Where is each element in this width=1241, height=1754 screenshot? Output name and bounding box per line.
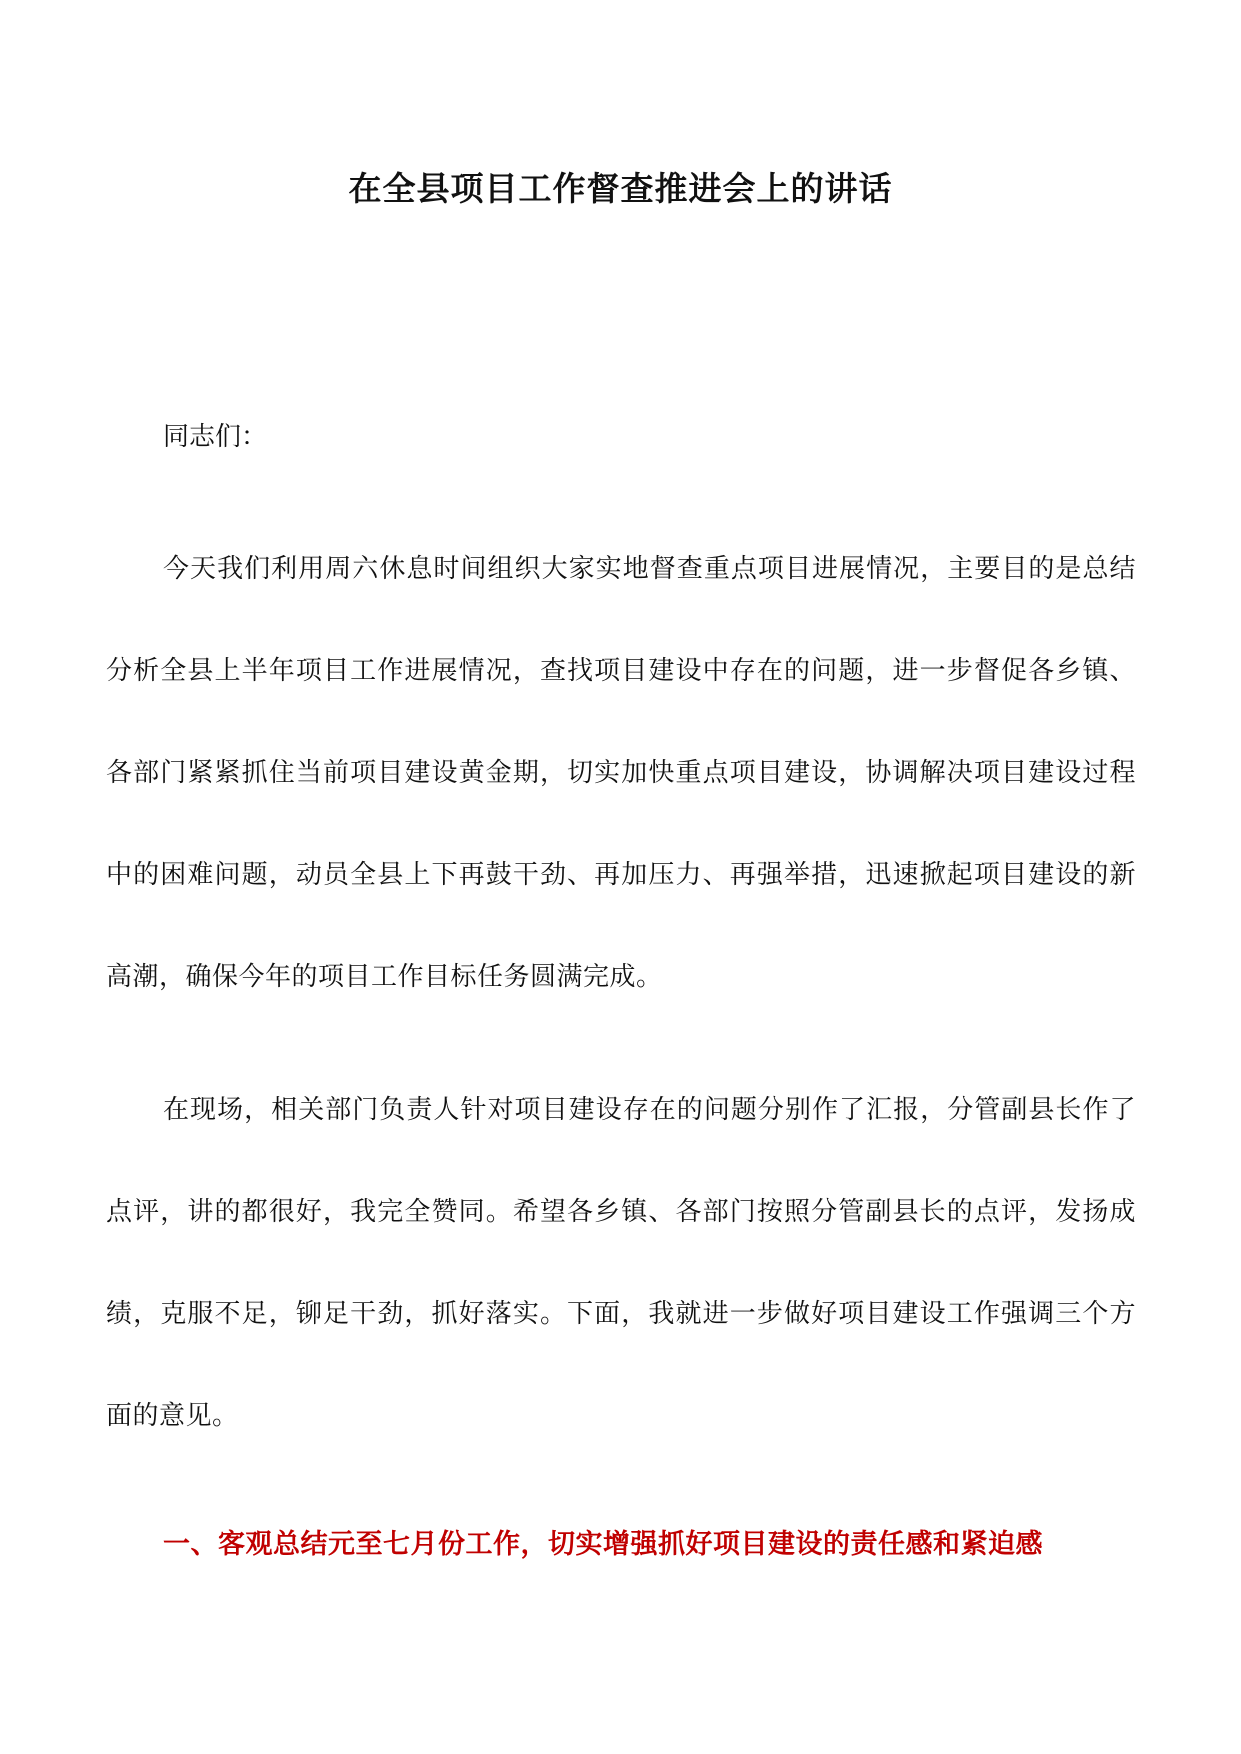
body-paragraph-1: 今天我们利用周六休息时间组织大家实地督查重点项目进展情况，主要目的是总结分析全县上半年项目工作进展情况，查找项目建设中存在的问题，进一步督促各乡镇、各部门紧紧抓住当前项目建设黄金期，切实加快重点项目建设，协调解决项目建设过程中的困难问题，动员全县上下再鼓干劲、再加压力、再强举措，迅速掀起项目建设的新高潮，确保今年的项目工作目标任务圆满完成。 bbox=[106, 554, 1136, 992]
body-paragraph-2: 在现场，相关部门负责人针对项目建设存在的问题分别作了汇报，分管副县长作了点评，讲的都很好，我完全赞同。希望各乡镇、各部门按照分管副县长的点评，发扬成绩，克服不足，铆足干劲，抓好落实。下面，我就进一步做好项目建设工作强调三个方面的意见。 bbox=[106, 1095, 1136, 1431]
salutation: 同志们： bbox=[163, 422, 268, 452]
document-title: 在全县项目工作督查推进会上的讲话 bbox=[348, 169, 893, 208]
section-heading-1: 一、客观总结元至七月份工作，切实增强抓好项目建设的责任感和紧迫感 bbox=[163, 1529, 1043, 1560]
